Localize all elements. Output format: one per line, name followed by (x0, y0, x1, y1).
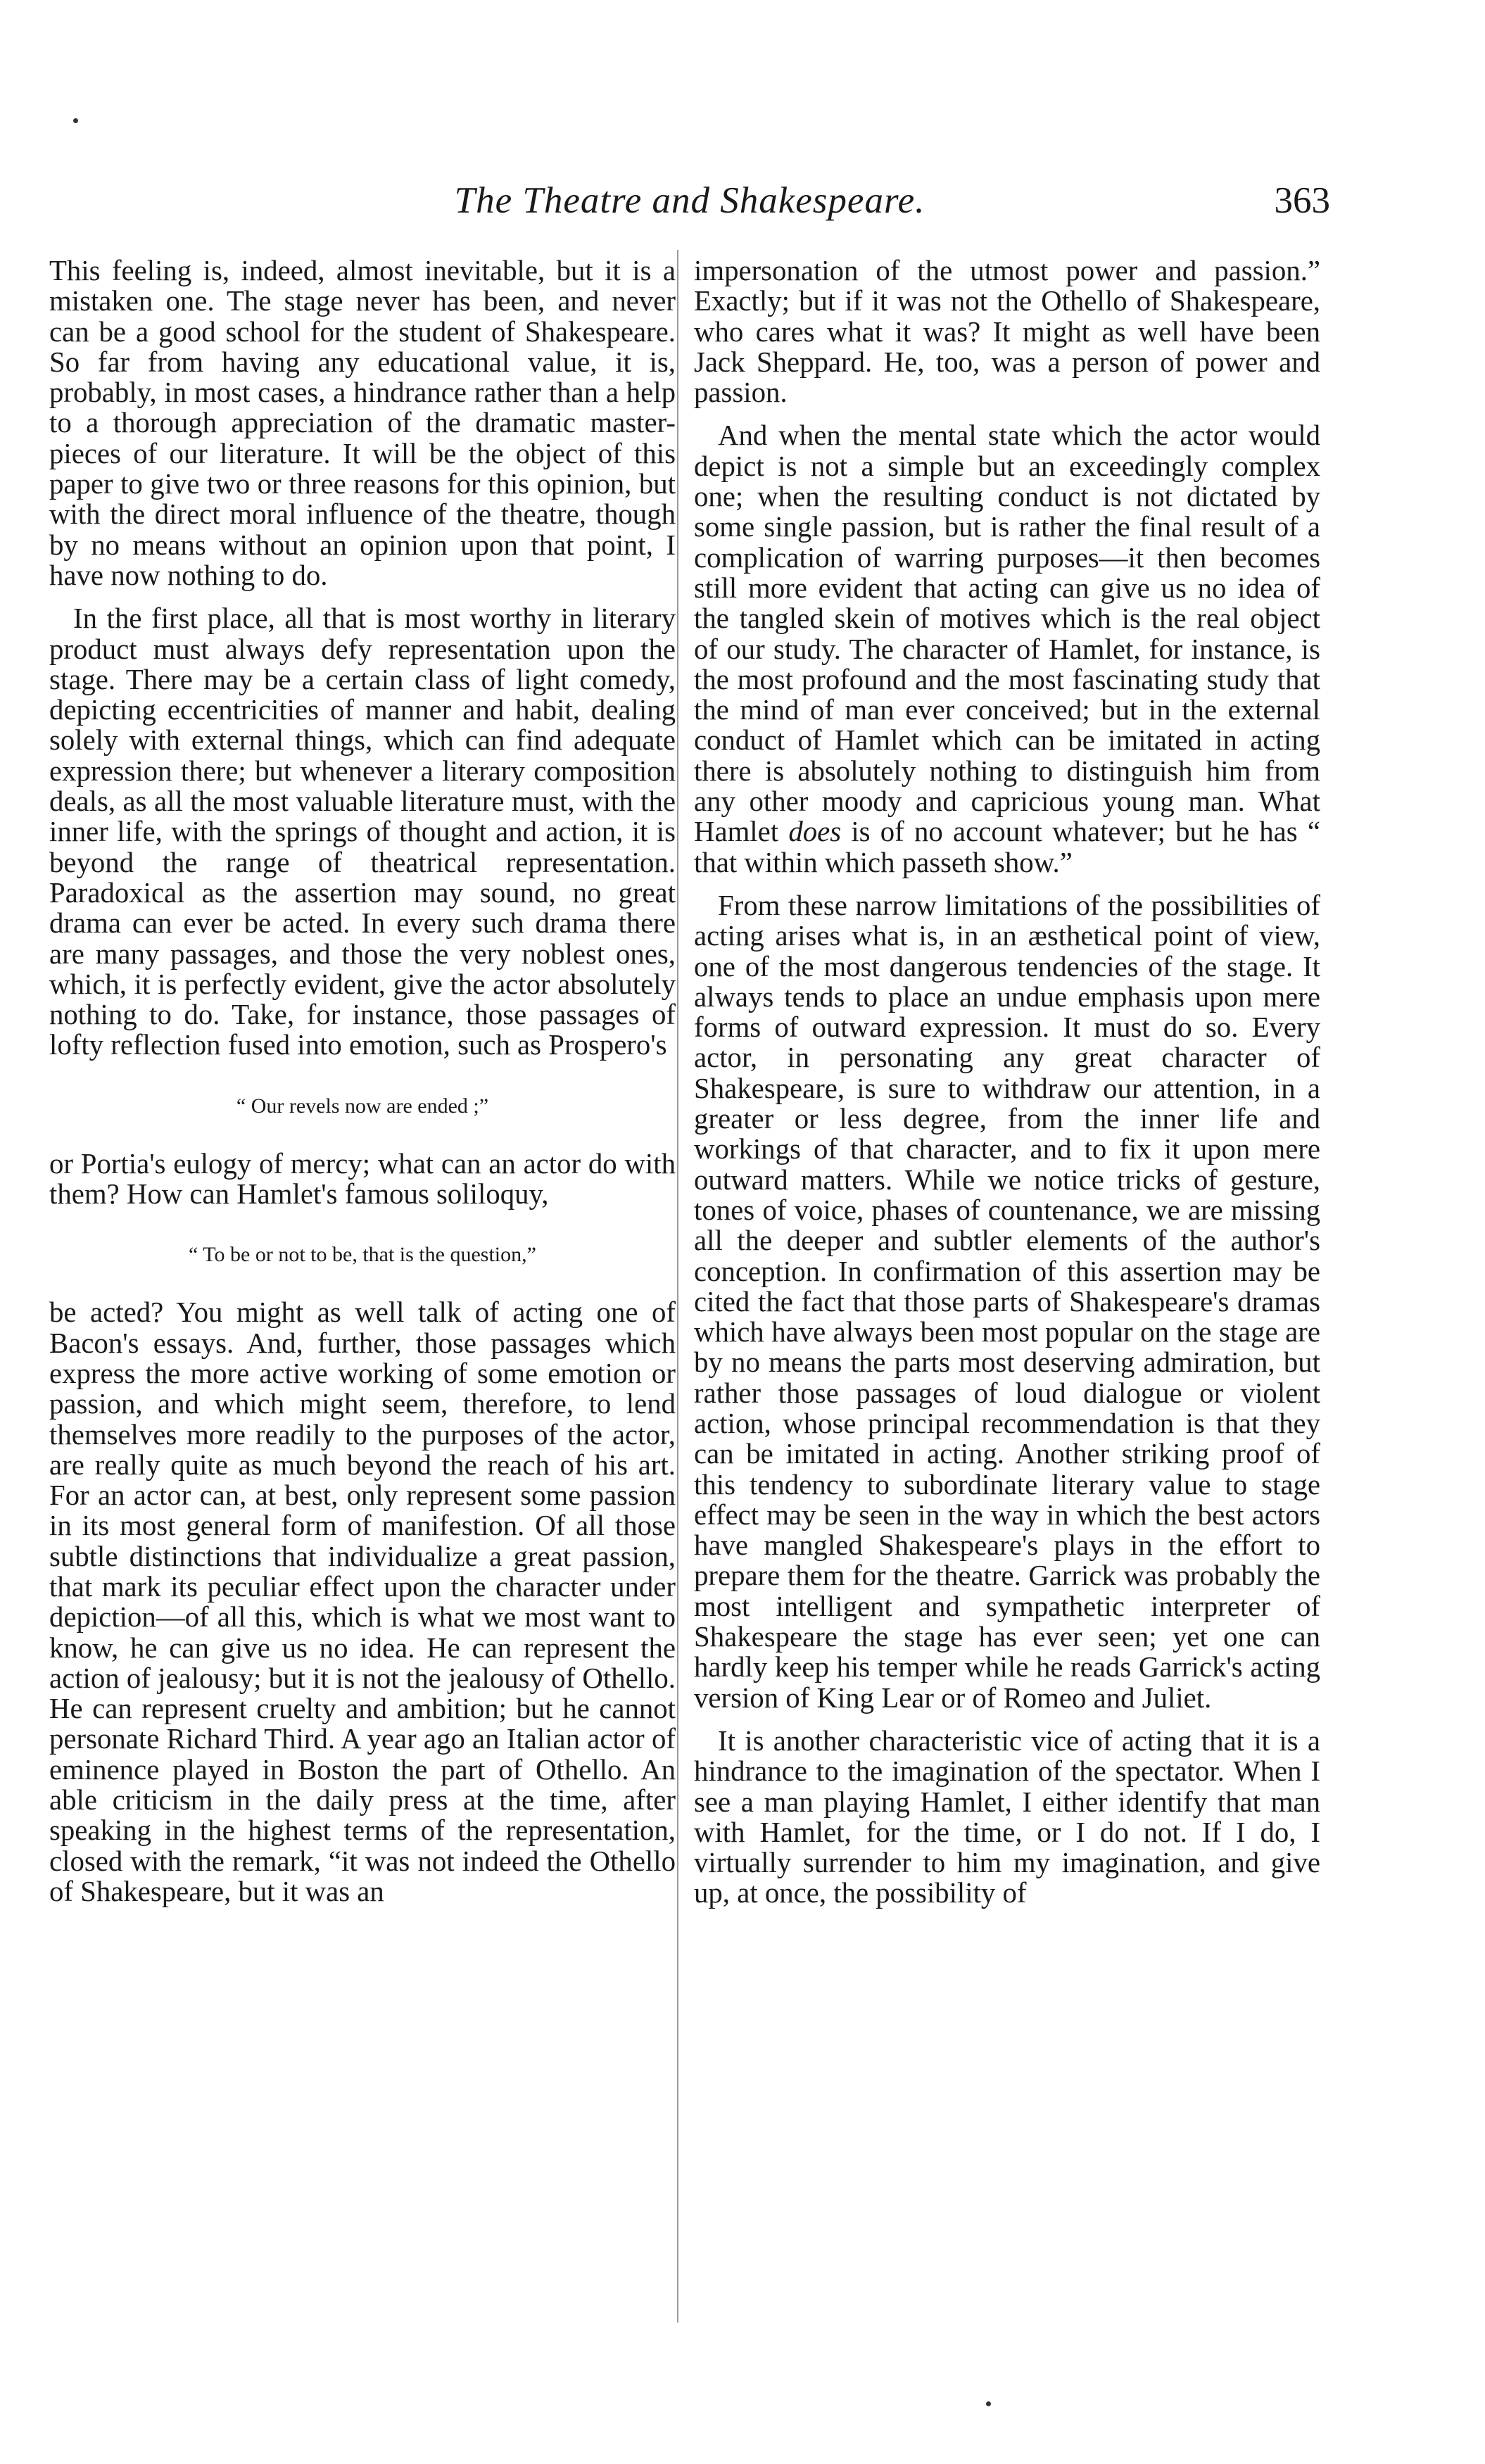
emphasis-does: does (788, 816, 842, 848)
paragraph-right-4: It is another characteristic vice of acting that it is a hindrance to the imagination of the spectator. When I see a man playing Hamlet, I either identify that man with Hamlet, for the time, or I do not. If I do, I virtually surrender to him my imagination, and give up, at once, the possibility of (694, 1724, 1320, 1909)
speck-mark-bottom (986, 2401, 991, 2406)
paragraph-right-2 (694, 420, 1320, 877)
page-number: 363 (1274, 180, 1330, 221)
page-header (49, 179, 1330, 222)
right-column (694, 255, 1320, 1909)
quote-prospero: “ Our revels now are ended ;” (236, 1094, 489, 1118)
left-column (49, 255, 676, 1907)
paragraph-left-1: This feeling is, indeed, almost inevitable, but it is a mistaken one. The stage never has been, and never can be a good school for the student of Shakespeare. So far from having any educational value, it is, probably, in most cases, a hindrance rather than a help to a thorough appreciation of the dramatic master-pieces of our literature. It will be the object of this paper to give two or three reasons for this opinion, but with the direct moral influence of the theatre, though by no means without an opinion upon that point, I have now nothing to do. (49, 255, 676, 591)
paragraph-right-2-end: is of no account whatever; but he has “ that within which passeth show.” (694, 816, 1320, 878)
paragraph-left-2: In the first place, all that is most worthy in literary product must always defy representation upon the stage. There may be a certain class of light comedy, depicting eccentricities of manner and habit, dealing solely with external things, which can find adequate expression there; but whenever a literary composition deals, as all the most valuable literature must, with the inner life, with the springs of thought and action, it is beyond the range of theatrical representation. Paradoxical as the assertion may sound, no great drama can ever be acted. In every such drama there are many passages, and those the very noblest ones, which, it is perfectly evident, give the actor absolutely nothing to do. Take, for instance, those passages of lofty reflection fused into emotion, such as Prospero's (49, 602, 676, 1061)
paragraph-right-3: From these narrow limitations of the possibilities of acting arises what is, in an æsthetical point of view, one of the most dangerous tendencies of the stage. It always tends to place an undue emphasis upon mere forms of outward expression. It must do so. Every actor, in personating any great character of Shakespeare, is sure to withdraw our attention, in a greater or less degree, from the inner life and workings of that character, and to fix it upon mere outward matters. While we notice tricks of gesture, tones of voice, phases of countenance, we are missing all the deeper and subtler elements of the author's conception. In confirmation of this assertion may be cited the fact that those parts of Shakespeare's dramas which have always been most popular on the stage are by no means the parts most deserving admiration, but rather those passages of loud dialogue or violent action, whose principal recommendation is that they can be imitated in acting. Another striking proof of this tendency to subordinate literary value to stage effect may be seen in the way in which the best actors have mangled Shakespeare's plays in the effort to prepare them for the theatre. Garrick was probably the most intelligent and sympathetic interpreter of Shakespeare the stage has ever seen; yet one can hardly keep his temper while he reads Garrick's acting version of King Lear or of Romeo and Juliet. (694, 889, 1320, 1714)
column-divider (677, 250, 678, 2323)
paragraph-right-1: impersonation of the utmost power and passion.” Exactly; but if it was not the Othello of Shakespeare, who cares what it was? It might as well have been Jack Sheppard. He, too, was a person of power and passion. (694, 255, 1320, 409)
paragraph-left-3: or Portia's eulogy of mercy; what can an actor do with them? How can Hamlet's famous soliloquy, (49, 1147, 676, 1211)
quote-hamlet: “ To be or not to be, that is the question,” (189, 1243, 536, 1267)
speck-mark-top (73, 118, 78, 123)
paragraph-left-4: be acted? You might as well talk of acting one of Bacon's essays. And, further, those passages which express the more active working of some emotion or passion, and which might seem, therefore, to lend themselves more readily to the purposes of the actor, are really quite as much beyond the reach of his art. For an actor can, at best, only represent some passion in its most general form of manifestion. Of all those subtle distinctions that individualize a great passion, that mark its peculiar effect upon the character under depiction—of all this, which is what we most want to know, he can give us no idea. He can represent the action of jealousy; but it is not the jealousy of Othello. He can represent cruelty and ambition; but he cannot personate Richard Third. A year ago an Italian actor of eminence played in Boston the part of Othello. An able criticism in the daily press at the time, after speaking in the highest terms of the representation, closed with the remark, “it was not indeed the Othello of Shakespeare, but it was an (49, 1296, 676, 1907)
paragraph-right-2-text: And when the mental state which the actor would depict is not a simple but an exceedingly complex one; when the resulting conduct is not dictated by some single passion, but is rather the final result of a complication of warring purposes—it then becomes still more evident that acting can give us no idea of the tangled skein of motives which is the real object of our study. The character of Hamlet, for instance, is the most profound and the most fascinating study that the mind of man ever conceived; but in the external conduct of Hamlet which can be imitated in acting there is absolutely nothing to distinguish him from any other moody and capricious young man. What Hamlet (694, 419, 1320, 848)
running-title: The Theatre and Shakespeare. (454, 180, 925, 221)
